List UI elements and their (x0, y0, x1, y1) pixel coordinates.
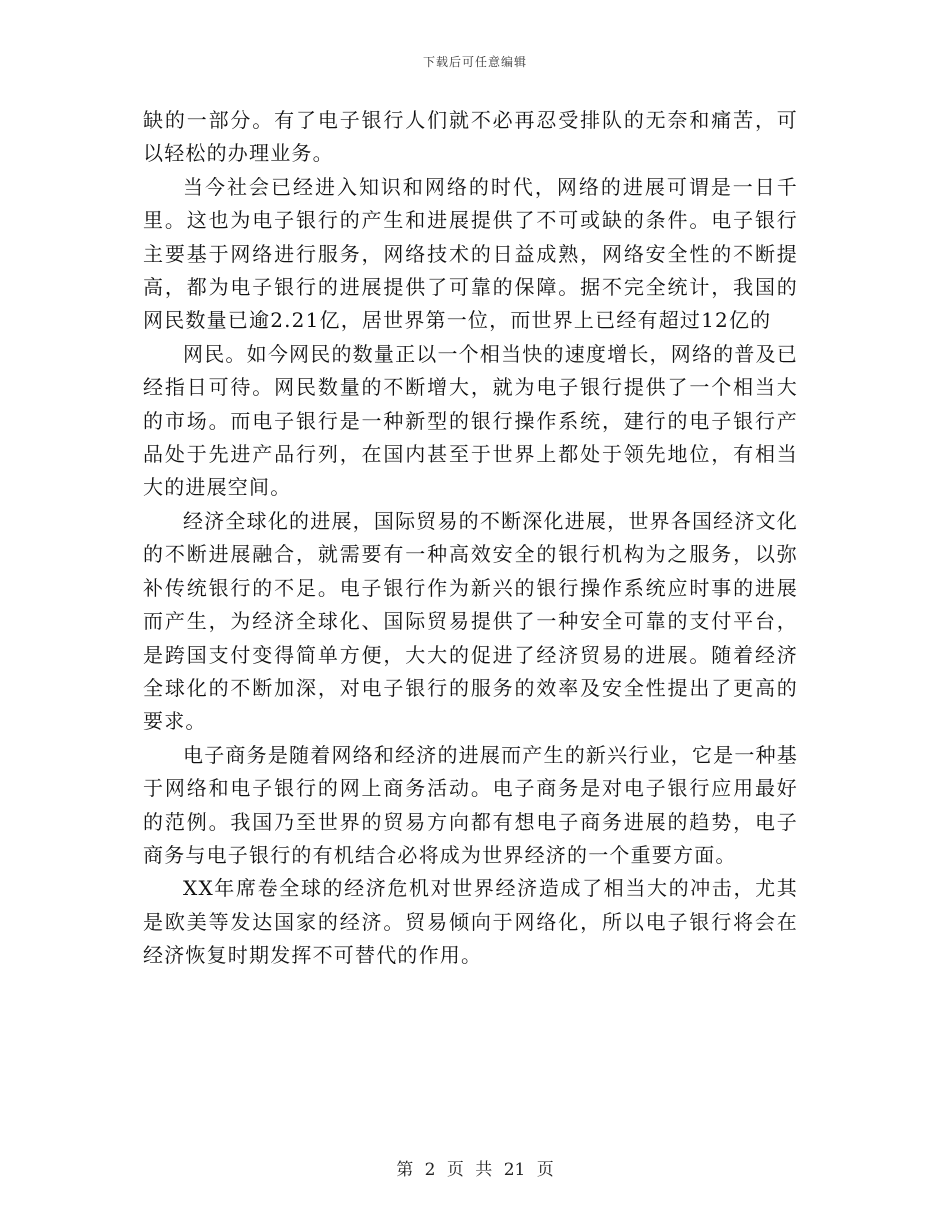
paragraph-ecommerce: 电子商务是随着网络和经济的进展而产生的新兴行业，它是一种基于网络和电子银行的网上商务活动。电子商务是对电子银行应用最好的范例。我国乃至世界的贸易方向都有想电子商务进展的趋势，电子商务与电子银行的有机结合必将成为世界经济的一个重要方面。 (143, 742, 798, 867)
paragraph-globalization: 经济全球化的进展，国际贸易的不断深化进展，世界各国经济文化的不断进展融合，就需要有一种高效安全的银行机构为之服务，以弥补传统银行的不足。电子银行作为新兴的银行操作系统应时事的进展而产生，为经济全球化、国际贸易提供了一种安全可靠的支付平台，是跨国支付变得简单方便，大大的促进了经济贸易的进展。随着经济全球化的不断加深，对电子银行的服务的效率及安全性提出了更高的要求。 (143, 508, 798, 734)
paragraph-economic-crisis: XX年席卷全球的经济危机对世界经济造成了相当大的冲击，尤其是欧美等发达国家的经济。贸易倾向于网络化，所以电子银行将会在经济恢复时期发挥不可替代的作用。 (143, 876, 798, 968)
paragraph-network-era: 当今社会已经进入知识和网络的时代，网络的进展可谓是一日千里。这也为电子银行的产生和进展提供了不可或缺的条件。电子银行主要基于网络进行服务，网络技术的日益成熟，网络安全性的不断提高，都为电子银行的进展提供了可靠的保障。据不完全统计，我国的网民数量已逾2.21亿，居世界第一位，而世界上已经有超过12亿的 (143, 174, 798, 333)
page-header: 下载后可任意编辑 (422, 55, 527, 69)
page-number-footer: 第 2 页 共 21 页 (396, 1160, 554, 1180)
paragraph-continuation: 缺的一部分。有了电子银行人们就不必再忍受排队的无奈和痛苦，可以轻松的办理业务。 (143, 108, 798, 166)
paragraph-netizens: 网民。如今网民的数量正以一个相当快的速度增长，网络的普及已经指日可待。网民数量的不断增大，就为电子银行提供了一个相当大的市场。而电子银行是一种新型的银行操作系统，建行的电子银行产品处于先进产品行列，在国内甚至于世界上都处于领先地位，有相当大的进展空间。 (143, 341, 798, 500)
document-body (143, 104, 798, 973)
